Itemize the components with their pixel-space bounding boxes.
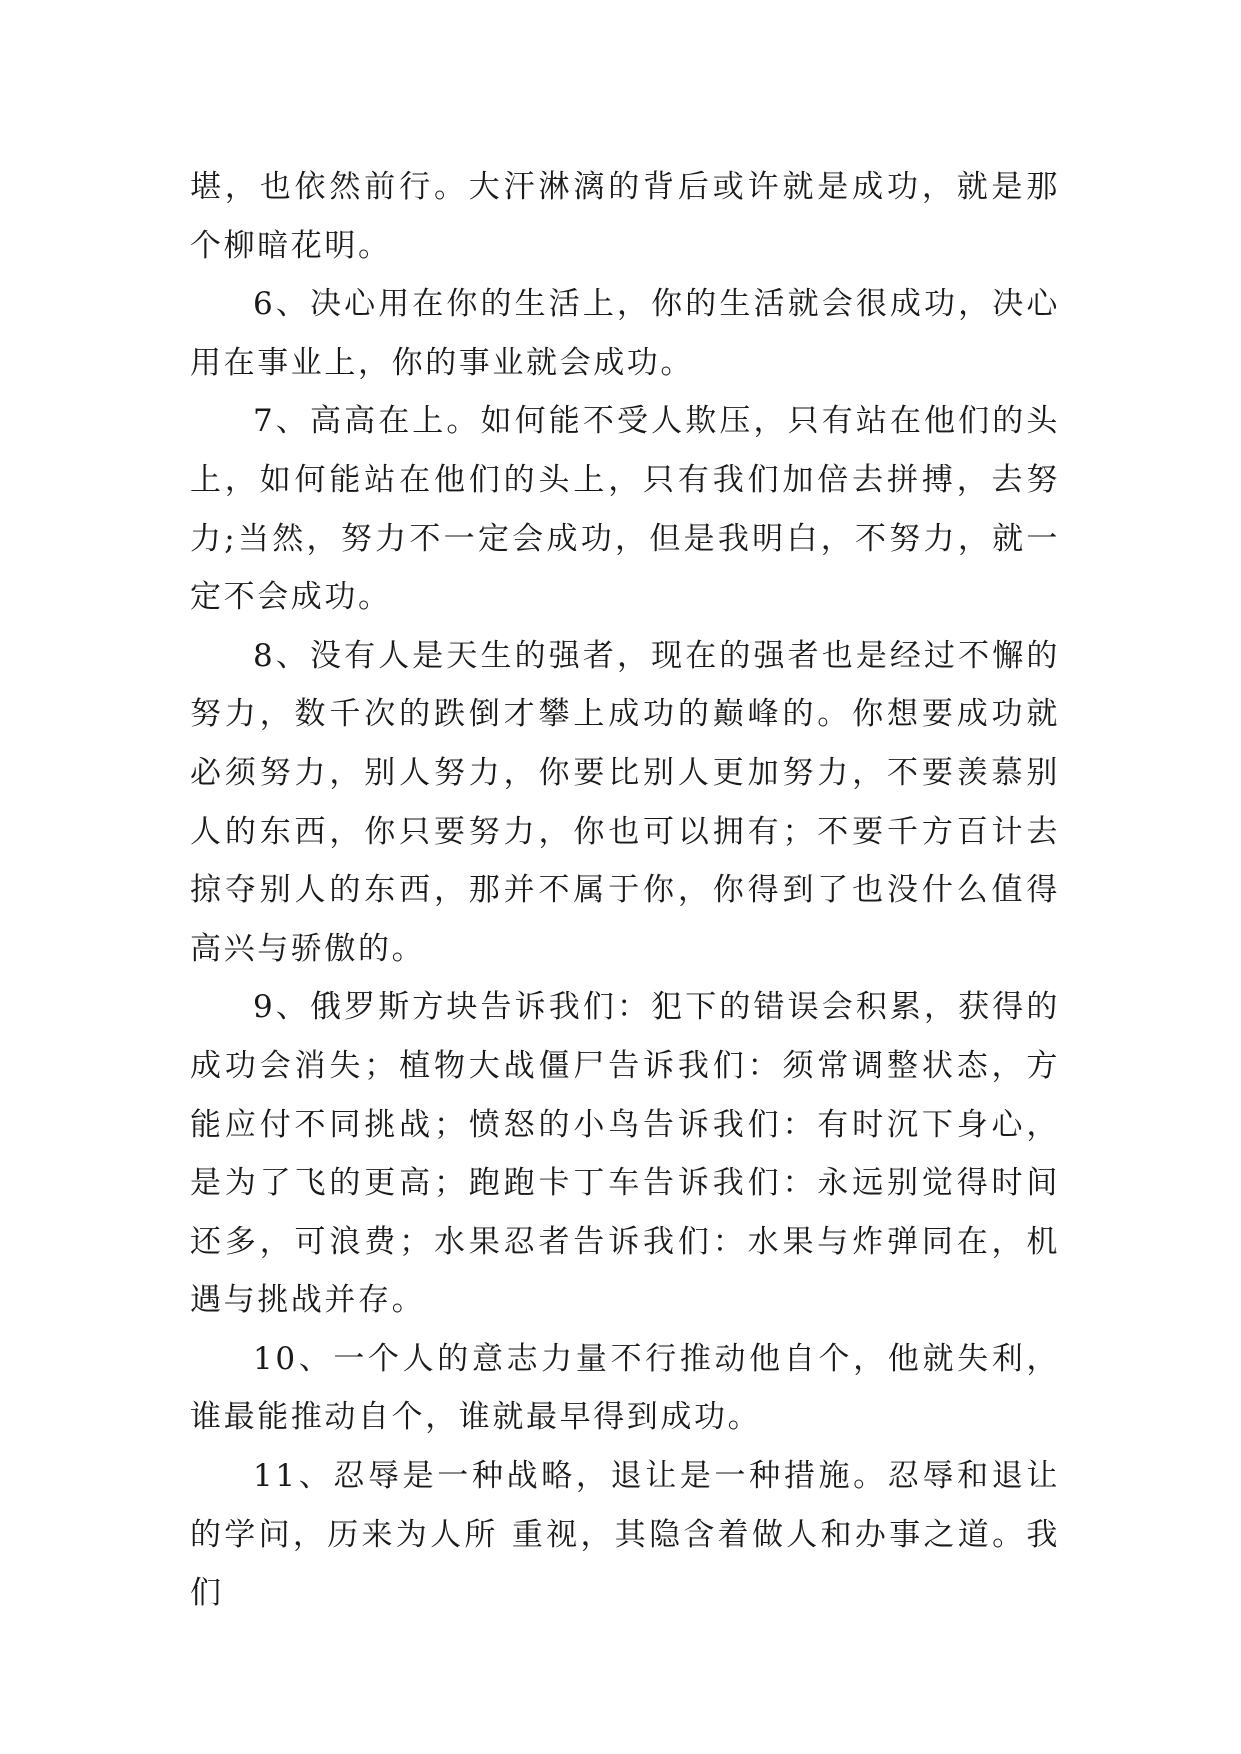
paragraph-item-7: 7、高高在上。如何能不受人欺压，只有站在他们的头上，如何能站在他们的头上，只有我们加倍去拼搏，去努力;当然，努力不一定会成功，但是我明白，不努力，就一定不会成功。: [190, 403, 1060, 616]
paragraph-item-6: 6、决心用在你的生活上，你的生活就会很成功，决心用在事业上，你的事业就会成功。: [190, 286, 1060, 381]
paragraph-item-10: 10、一个人的意志力量不行推动他自个，他就失利，谁最能推动自个，谁就最早得到成功。: [190, 1340, 1060, 1436]
paragraph-item-9: 9、俄罗斯方块告诉我们：犯下的错误会积累，获得的成功会消失；植物大战僵尸告诉我们：须常调整状态，方能应付不同挑战；愤怒的小鸟告诉我们：有时沉下身心，是为了飞的更高；跑跑卡丁车告诉我们：永远别觉得时间还多，可浪费；水果忍者告诉我们：水果与炸弹同在，机遇与挑战并存。: [190, 989, 1060, 1319]
paragraph-item-11: 11、忍辱是一种战略，退让是一种措施。忍辱和退让的学问，历来为人所 重视，其隐含着做人和办事之道。我们: [190, 1458, 1060, 1612]
document-body: [190, 158, 1060, 1623]
paragraph-item-8: 8、没有人是天生的强者，现在的强者也是经过不懈的努力，数千次的跌倒才攀上成功的巅峰的。你想要成功就必须努力，别人努力，你要比别人更加努力，不要羡慕别人的东西，你只要努力，你也可以拥有；不要千方百计去掠夺别人的东西，那并不属于你，你得到了也没什么值得高兴与骄傲的。: [190, 637, 1060, 967]
paragraph-continuation: 堪，也依然前行。大汗淋漓的背后或许就是成功，就是那个柳暗花明。: [190, 169, 1060, 264]
